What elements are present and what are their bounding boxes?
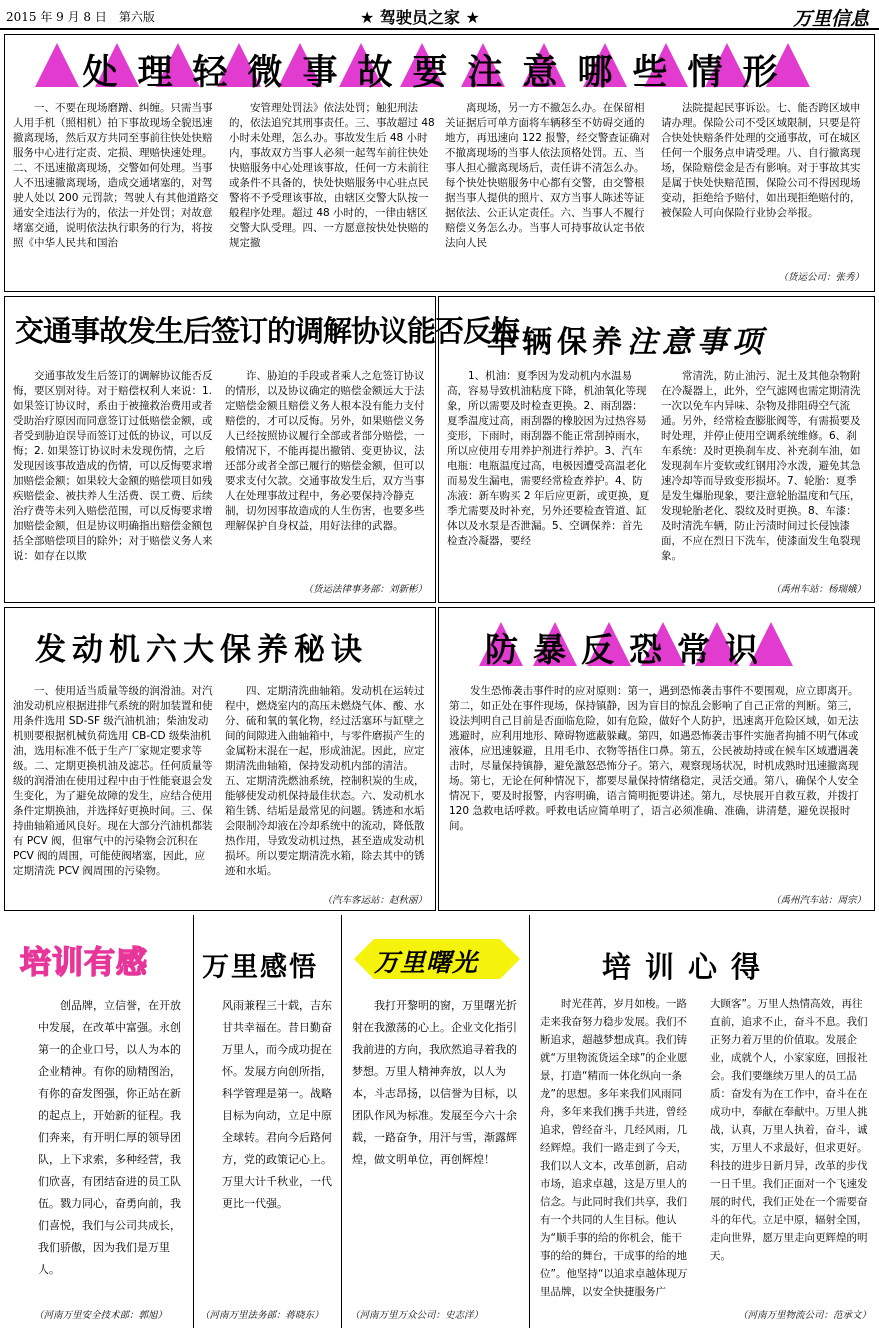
article-credit: （禹州车站：杨瑞娥） [770,584,866,595]
text-column: 四、定期清洗曲轴箱。发动机在运转过程中，燃烧室内的高压未燃烧气体、酸、水分、硫和氧的氧化物，经过活塞环与缸壁之间的间隙进入曲轴箱中，与零件磨损产生的金属粉末混在一起，形成油泥。因此，应定期清洗曲轴箱，保持发动机内部的清洁。五、定期清洗燃油系统，控制积炭的生成，能够使发动机保持最佳状态。六、发动机水箱生锈、结垢是最常见的问题。锈迹和水垢会限制冷却液在冷却系统中的流动，降低散热作用，导致发动机过热，甚至造成发动机损坏。所以要定期清洗水箱，除去其中的锈迹和水垢。 [225,685,425,877]
article-body [13,101,868,276]
article-credit: （货运法律事务部：刘新彬） [303,584,427,595]
column-name: ★ 驾驶员之家 ★ [360,8,480,27]
headline: 培训心得 [602,950,775,984]
article-body [13,684,429,894]
text-column: 发生恐怖袭击事件时的应对原则：第一，遇到恐怖袭击事件不要围观，应立即离开。第二，如正处在事件现场，保持镇静，因为盲目的惊乱会影响了自己正常的判断。第三，设法判明自己目前是否面临危险，如有危险，做好个人防护，迅速离开危险区域，如无法逃避时，应利用地形、障碍物遮蔽躲藏。第四，如遇恐怖袭击事件实施者拘捕不明气体或液体，应迅速躲避，且用毛巾、衣物等捂住口鼻。第五，公民被劫持或在候车区域遭遇袭击时，尽量保持镇静，避免激怒恐怖分子。第六，观察现场状况，时机成熟时迅速撤离现场。第七，无论在何种情况下，都要尽量保持情绪稳定，灵活交通。第八，确保个人安全情况下，要及时报警，内容明确，语言简明扼要讲述。第九，尽快展开自救互救，并拨打 120 急救电话呼救。呼救电话应简单明了，语言必须准确、准确，讲清楚，避免误报时间。 [449,685,859,832]
article-engine-maintenance [4,607,436,911]
text-column: 常清洗，防止油污、泥土及其他杂物附在冷凝器上，此外，空气滤网也需定期清洗一次以免车内异味、杂物及排阻碍空气流通。另外，经常检查膨胀阀等，有需损要及时处理，并停止使用空调系统维修。6、刹车系统：及时更换刹车皮、补充刹车油，如发现刹车片变软或红钢用冷水泼，避免其急速冷却等而导致变形损坏。7、轮胎：夏季是发生爆胎现象，要注意轮胎温度和气压，发现轮胎老化、裂纹及时更换。8、车漆：及时清洗车辆，防止污渍时间过长侵蚀漆面，不应在烈日下洗车，使漆面发生龟裂现象。 [661,370,861,562]
headline: 万里曙光 [374,948,479,977]
text-column: 风雨兼程三十载，吉东甘共幸福在。昔日勤奋万里人，而今成功捉在怀。发展方向创所指，科学管理是第一。战略目标为向动，立足中原全球转。君向今后路何方，党的政策记心上。万里大计千秋业，一代更比一代强。 [222,999,332,1210]
headline: 防暴反恐常识 [485,630,773,669]
article-accident-handling [4,34,875,292]
article-anti-terror [438,607,875,911]
article-body [352,995,524,1299]
article-vehicle-maintenance [438,296,875,603]
article-credit: （禹州汽车站：周宗） [770,895,866,906]
text-column: 离现场，另一方不撤怎么办。在保留相关证据后可单方面将车辆移至不妨碍交通的地方，再迅速向 122 报警，经交警查证确对不撤离现场的当事人依法顶格处罚。五、当事人担心撤离现场后，责任讲不清怎么办。每个快处快赔服务中心都有交警，由交警根据当事人提供的照片、双方当事人陈述等证据依法、公正认定责任。六、当事人不履行赔偿义务怎么办。当事人可持事故认定书依法向人民 [445,102,651,249]
article-mediation-agreement [4,296,520,603]
article-credit: （河南万里法务部：蒋晓东） [200,1310,324,1321]
article-body [13,369,429,579]
poem-wanli-dawn [344,915,530,1328]
article-credit: （汽车客运站：赵秋丽） [322,895,427,906]
text-column: 时光荏苒，岁月如梭。一路走来我奋努力稳步发展。我们不断追求，超越梦想成真。我们铸就“万里物流货运全球”的企业愿景，打造“精而一体化纵向一条龙”的思想。多年来我们风雨同舟，多年来我们携手共进，曾经追求，曾经奋斗，几经风雨，几经辉煌。我们一路走到了今天，我们以人文本，改革创新，启动市场，追求卓越，这是万里人的信念。与此同时我们共享，我们有一个共同的人生目标。他认为“顺手事的给的你机会，能干事的给的舞台，干成事的给的地位”。他坚持“以追求卓越体现万里品牌，以安全快捷服务广 [540,998,688,1298]
poem-wanli-insight [196,915,342,1328]
text-column: 一、使用适当质量等级的润滑油。对汽油发动机应根据进排气系统的附加装置和使用条件选用 SD-SF 级汽油机油；柴油发动机则要根据机械负荷选用 CB-CD 级柴油机油，选用标准不低于生产厂家规定要求等级。二、定期更换机油及滤芯。任何质量等级的润滑油在使用过程中由于性能衰退会发生变化，为了避免故障的发生，应结合使用条件定期换油，并选择好更换时间。三、保持曲轴箱通风良好。现在大部分汽油机都装有 PCV 阀，但窜气中的污染物会沉积在 PCV 阀的周围，可能使阀堵塞，因此，应定期清洗 PCV 阀周围的污染物。 [13,685,213,877]
headline-italic-part: 注意事项 [627,325,767,360]
headline: 处理轻微事故要注意哪些情形 [82,53,798,93]
text-column: 创品牌，立信誉，在开放中发展，在改革中富强。永创第一的企业口号，以人为本的企业精神。有你的励精图治，有你的奋发图强，你正站在新的起点上，开始新的征程。我们奔来，有开明仁厚的领导团队，上下求索，多种经营，我们欣喜，有团结奋进的员工队伍。戮力同心，奋勇向前，我们喜悦，我们与公司共成长，我们骄傲，因为我们是万里人。 [38,999,181,1276]
article-credit: （河南万里万众公司：史志洋） [350,1310,484,1321]
article-body [540,995,868,1305]
article-body [449,684,866,890]
issue-date: 2015 年 9 月 8 日 第六版 [6,10,155,24]
article-body [38,995,188,1299]
text-column: 一、不要在现场磨蹭、纠缠。只需当事人用手机（照相机）拍下事故现场全貌迅速撤离现场，然后双方共同至事前往快处快赔服务中心进行定责、定损、理赔快速处理。二、不迅速撤离现场，交警如何处理。当事人不迅速撤离现场，造成交通堵塞的，对驾驶人处以 200 元罚款；驾驶人有其他道路交通安全违法行为的，依法一并处罚；对故意堵塞交通，说明依法执行职务的行为，将按照《中华人民共和国治 [13,102,219,249]
text-column: 诈、胁迫的手段或者乘人之危签订协议的情形，以及协议确定的赔偿金额远大于法定赔偿金额且赔偿义务人根本没有能力支付赔偿的，才可以反悔。另外，如果赔偿义务人已经按照协议履行全部或者部分赔偿，一般情况下，不能再提出撤销、变更协议，法还部分或者全部已履行的赔偿金额，但可以要求支付欠款。交通事故发生后，双方当事人在处理事故过程中，务必要保持冷静克制，切勿因事故造成的人生伤害，也要多些理解保护自身权益，用好法律的武器。 [225,370,425,532]
headline: 发动机六大保养秘诀 [35,632,368,668]
headline: 交通事故发生后签订的调解协议能否反悔 [15,314,520,348]
headline: 万里感悟 [202,952,318,983]
headline [487,317,767,361]
page-header [0,0,879,30]
text-column: 交通事故发生后签订的调解协议能否反悔，要区别对待。对于赔偿权利人来说：1. 如果签订协议时，系由于被撞救治费用或者受助治疗原因而同意签订过低赔偿金额，或者受到胁迫误导而签订过低的协议，可以反悔；2. 如果签订协议时未发现伤情，之后发现因该事故造成的伤情，可以反悔要求增加赔偿金额；如果较大金额的赔偿项目如残疾赔偿金、被扶养人生活费、误工费、后续治疗费等未列入赔偿范围，可以反悔要求增加赔偿金额，但是协议明确指出赔偿金额包括全部赔偿项目的除外；对于赔偿义务人来说：如存在以欺 [13,370,213,562]
text-column: 大顾客”。万里人热情高效，再往直前，追求不止，奋斗不息。我们正努力着万里的价值取。发展企业，成就个人，小家家庭，回报社会。我们要继续万里人的员工品质：奋发有为在工作中，奋斗在在成功中，奉献在奉献中。万里人挑战，认真，万里人执着，奋斗，诚实，万里人不求最好，但求更好。科技的进步日新月异，改革的步伐一日千里。我们正面对一个飞速发展的时代，我们正处在一个需要奋斗的年代。立足中原，辐射全国，走向世界，愿万里走向更辉煌的明天。 [710,998,868,1262]
article-credit: （货运公司：张秀） [778,272,864,283]
article-credit: （河南万里安全技术部：郭旭） [34,1310,168,1321]
headline: 培训有感 [20,945,148,981]
essay-training-feelings [4,915,194,1328]
headline-part: 车辆保养 [487,325,627,360]
essay-training-experience [532,915,875,1328]
article-body [447,369,868,581]
text-column: 法院提起民事诉讼。七、能否跨区域申请办理。保险公司不受区域限制，只要是符合快处快赔条件处理的交通事故，可在城区任何一个服务点申请受理。八、自行撤离现场，保险赔偿金是否有影响。对于事故其实是属于快处快赔范围，保险公司不得因现场变动，拒绝给予赔付，如出现拒绝赔付的，被保险人可向保险行业协会举报。 [661,102,861,219]
text-column: 我打开黎明的窗，万里曙光折射在我激荡的心上。企业文化指引我前进的方向，我欣然追寻着我的梦想。万里人精神奔放，以人为本，斗志昂扬，以信誉为目标，以团队作风为标准。发展至今六十余载，一路奋争，用汗与雪，渐露辉煌，做文明单位，再创辉煌！ [352,999,517,1166]
text-column: 1、机油：夏季因为发动机内水温易高，容易导致机油粘度下降，机油氧化等现象，所以需要及时检查更换。2、雨刮器：夏季温度过高，雨刮器的橡胶因为过热容易变形，下雨时，雨刮器不能正常刮掉雨水，所以应使用专用养护剂进行养护。3、汽车电瓶：电瓶温度过高，电极因遭受高温老化而易发生漏电，需要经常检查养护。4、防冻液：新车购买 2 年后应更新，或更换，夏季尤需要及时补充，另外还要检查管道、缸体以及水泵是否泄漏。5、空调保养：首先检查冷凝器，要经 [447,370,650,547]
article-credit: （河南万里物流公司：范承文） [737,1310,871,1321]
article-body [222,995,338,1299]
text-column: 安管理处罚法》依法处罚；触犯刑法的，依法追究其刑事责任。三、事故超过 48 小时未处理，怎么办。事故发生后 48 小时内，事故双方当事人必须一起驾车前往快处快赔服务中心处理该事故，任何一方未前往或条件不具备的，快处快赔服务中心驻点民警将不予受理该事故，由辖区交警大队按一般程序处理。超过 48 小时的，一律由辖区交警大队受理。四、一方愿意按快处快赔的规定撤 [229,102,435,249]
masthead-brand: 万里信息 [792,8,869,30]
